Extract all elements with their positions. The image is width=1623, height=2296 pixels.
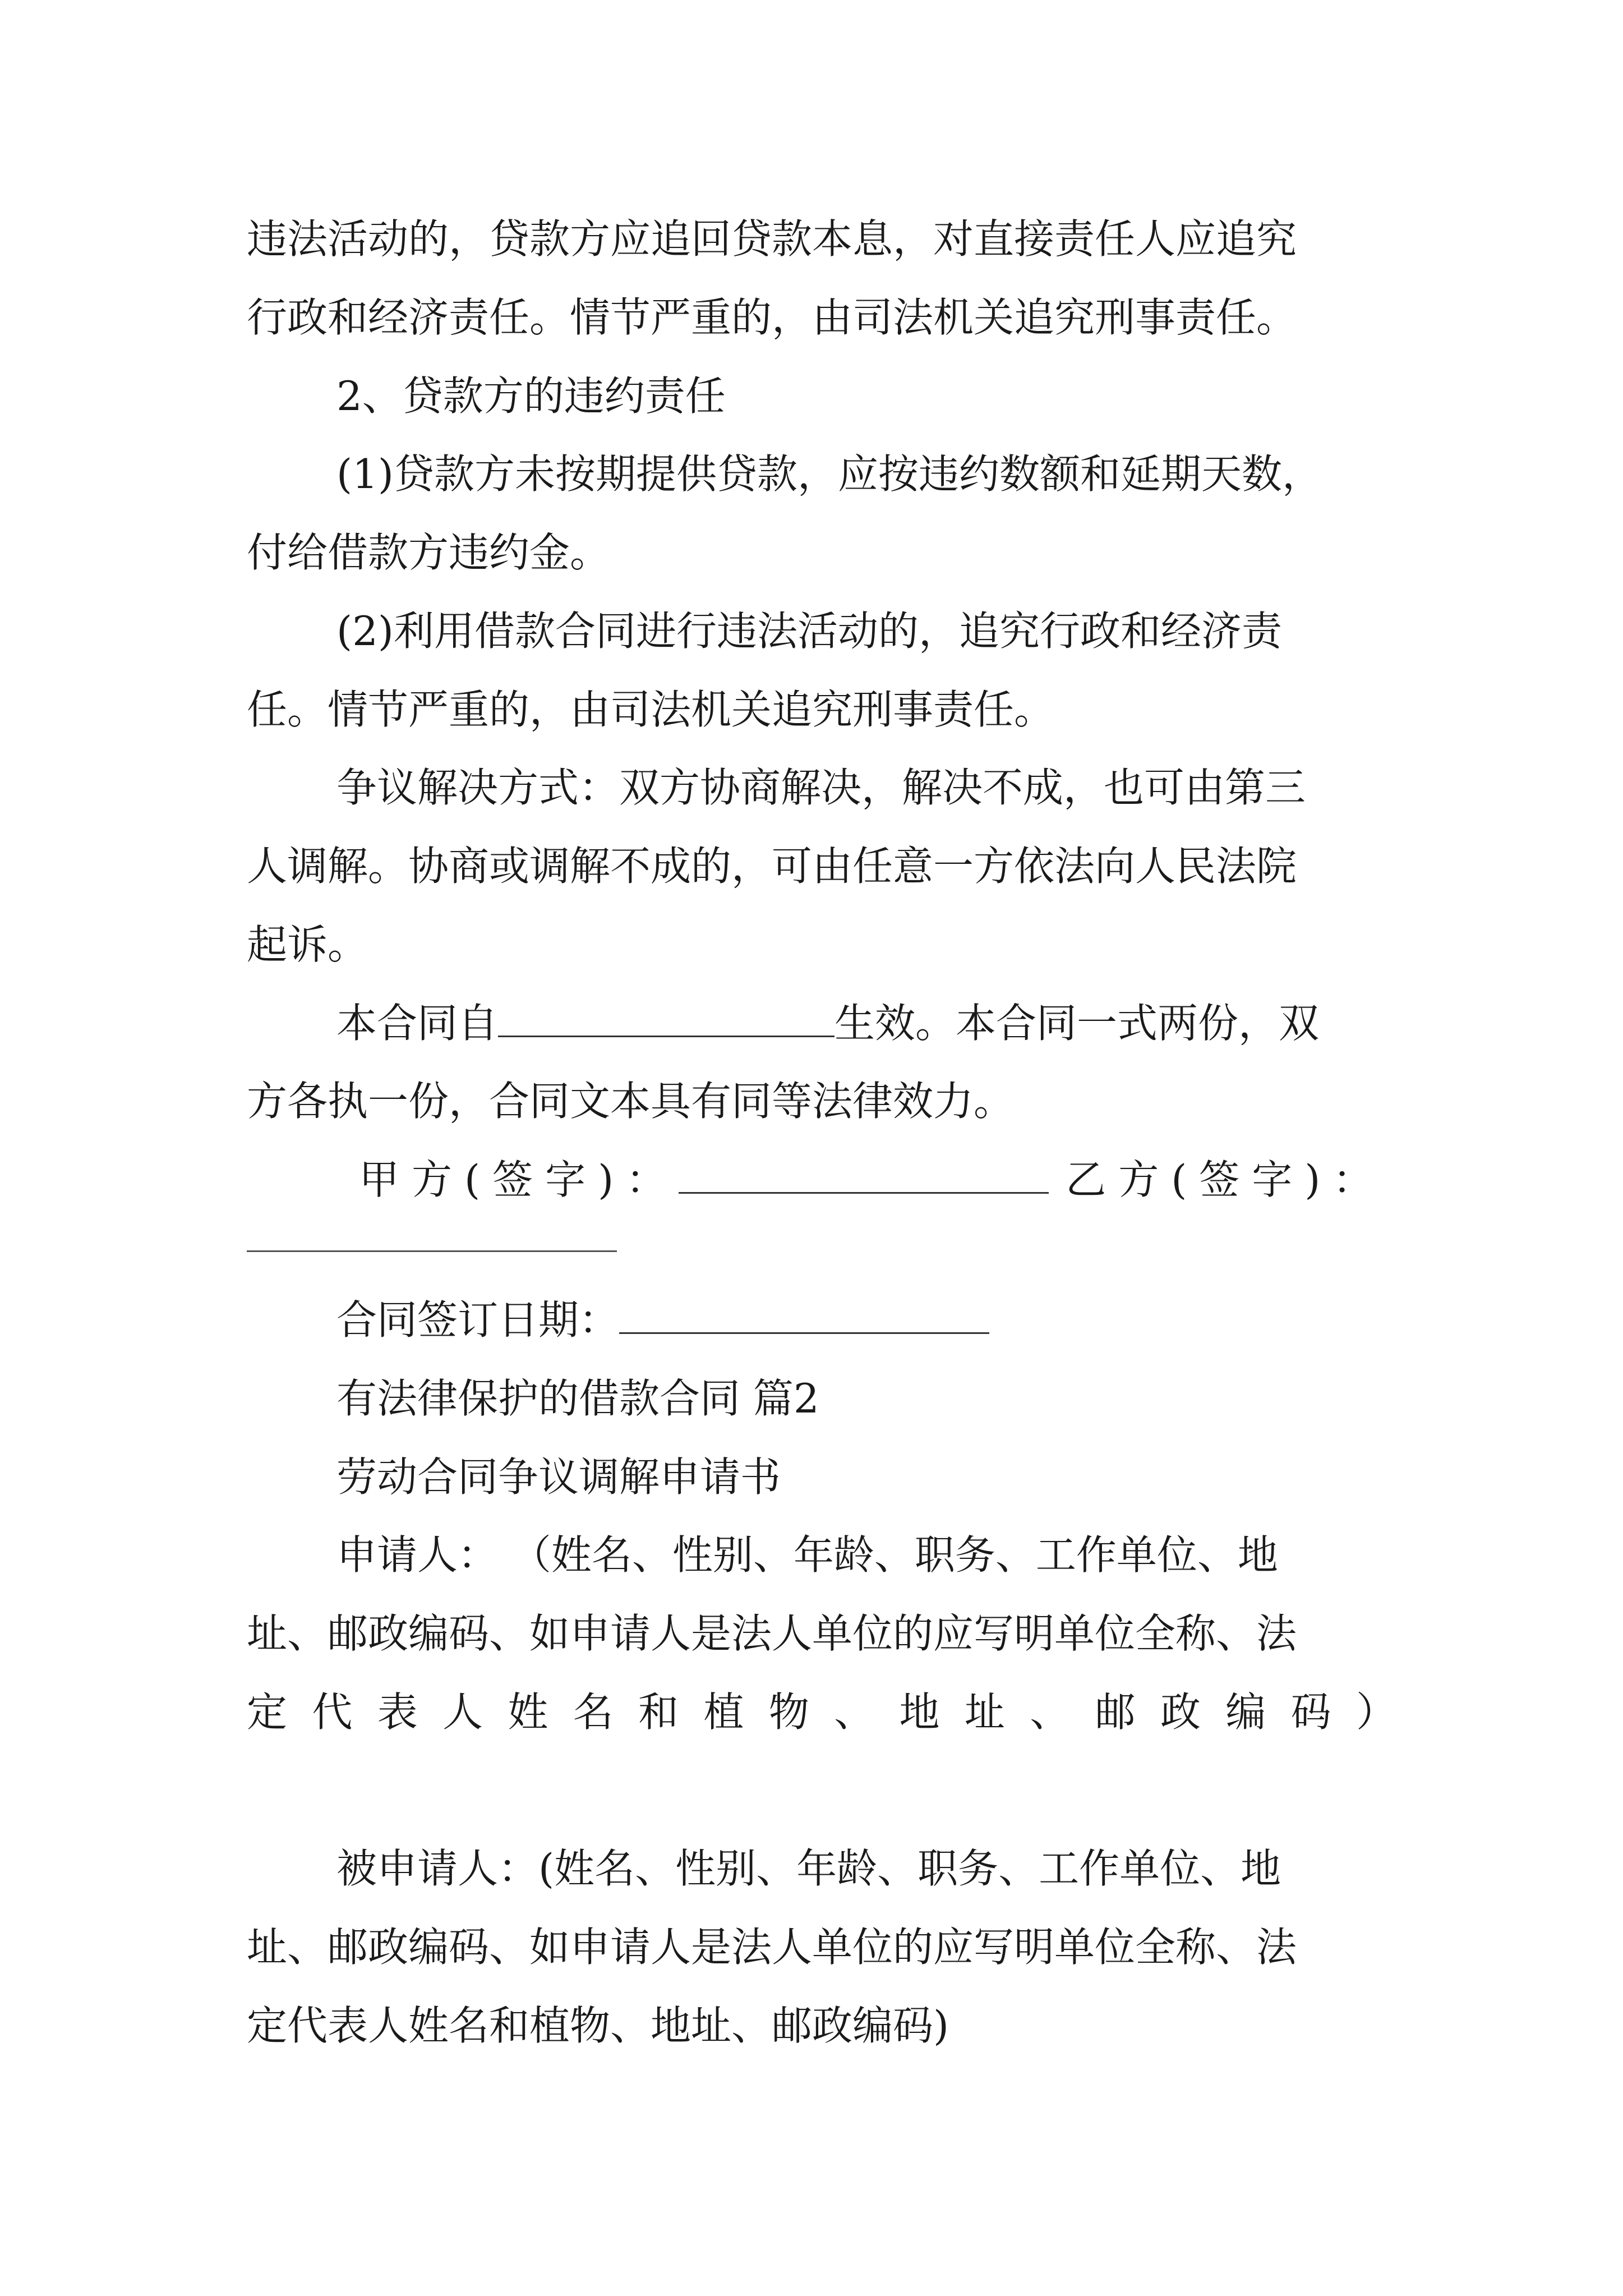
effective-date-line xyxy=(336,996,1396,1050)
applicant-line: 址、邮政编码、如申请人是法人单位的应写明单位全称、法 xyxy=(247,1610,1297,1657)
paragraph-line: (2)利用借款合同进行违法活动的，追究行政和经济责 xyxy=(336,608,1282,655)
party-a-signature-blank xyxy=(679,1153,1049,1194)
respondent-line: 定代表人姓名和植物、地址、邮政编码) xyxy=(247,2002,949,2049)
respondent-line: 址、邮政编码、如申请人是法人单位的应写明单位全称、法 xyxy=(247,1924,1297,1971)
clause-heading: 2、贷款方的违约责任 xyxy=(336,372,726,420)
respondent-line: 被申请人：(姓名、性别、年龄、职务、工作单位、地 xyxy=(336,1845,1281,1892)
party-b-label: 乙方(签字)： xyxy=(1066,1156,1386,1203)
party-b-signature-blank xyxy=(247,1250,617,1252)
paragraph-line: (1)贷款方未按期提供贷款，应按违约数额和延期天数， xyxy=(336,450,1322,498)
document-title: 劳动合同争议调解申请书 xyxy=(336,1453,781,1501)
signature-line xyxy=(359,1153,1396,1207)
section-title: 有法律保护的借款合同 篇2 xyxy=(336,1375,819,1422)
paragraph-line: 违法活动的，贷款方应追回贷款本息，对直接责任人应追究 xyxy=(247,215,1297,263)
paragraph-line: 起诉。 xyxy=(247,921,368,968)
paragraph-line: 付给借款方违约金。 xyxy=(247,529,611,576)
effective-date-blank xyxy=(498,996,834,1037)
sign-date-label: 合同签订日期： xyxy=(336,1296,620,1343)
paragraph-line: 方各执一份，合同文本具有同等法律效力。 xyxy=(247,1078,1015,1125)
effective-suffix: 生效。本合同一式两份，双 xyxy=(834,1000,1320,1047)
paragraph-line: 争议解决方式：双方协商解决，解决不成，也可由第三 xyxy=(336,764,1306,811)
applicant-line: 定代表人姓名和植物、地址、邮政编码） xyxy=(247,1688,1396,1736)
sign-date-blank xyxy=(619,1293,989,1334)
paragraph-line: 行政和经济责任。情节严重的，由司法机关追究刑事责任。 xyxy=(247,294,1297,341)
sign-date-line xyxy=(336,1293,1396,1347)
party-a-label: 甲方(签字)： xyxy=(359,1156,679,1203)
paragraph-line: 人调解。协商或调解不成的，可由任意一方依法向人民法院 xyxy=(247,843,1297,890)
effective-prefix: 本合同自 xyxy=(336,1000,499,1047)
applicant-line: 申请人： （姓名、性别、年龄、职务、工作单位、地 xyxy=(336,1531,1278,1579)
paragraph-line: 任。情节严重的，由司法机关追究刑事责任。 xyxy=(247,686,1055,733)
